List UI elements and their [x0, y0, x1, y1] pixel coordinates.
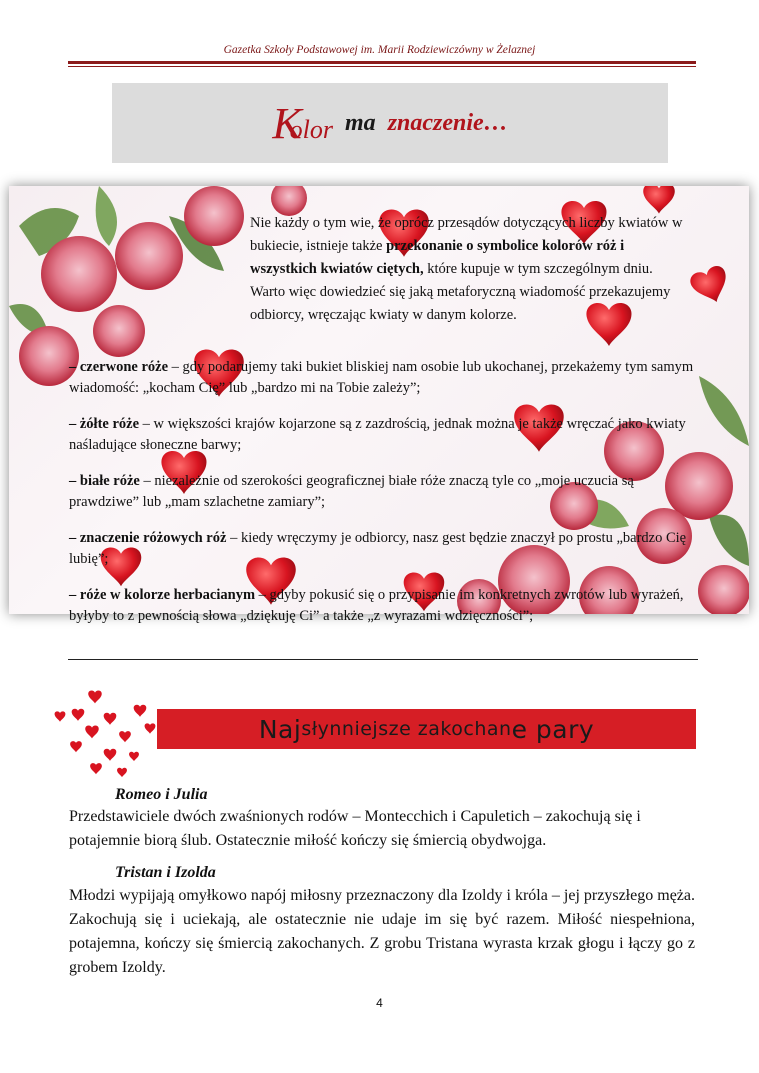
meaning-white [69, 471, 695, 513]
title-word-kolor: olor [289, 114, 334, 144]
story-body: Młodzi wypijają omyłkowo napój miłosny przeznaczony dla Izoldy i króla – jej przyszłego męża. Zakochują się i uciekają, ale ostatecznie nie udaje im się być razem. Miłość niespełniona, potajemna, kończy się śmiercią zakochanych. Z grobu Tristana wyrasta krzak głogu i łączy go z grobem Izoldy. [69, 887, 695, 976]
title-word-ma: ma [345, 109, 376, 136]
meaning-yellow [69, 414, 695, 456]
meaning-term: – żółte róże [69, 416, 140, 432]
meaning-tea [69, 585, 695, 627]
meaning-term: – róże w kolorze herbacianym [69, 587, 256, 603]
heading-part: słyn [301, 718, 342, 740]
heading-part: e [511, 714, 536, 744]
title-initial: K [272, 98, 302, 148]
heading-part: chan [463, 718, 512, 740]
hearts-cluster-icon [50, 675, 170, 785]
intro-emphasis: przekonanie o symbolice kolorów róż i wszystkich kwiatów ciętych, [250, 238, 625, 277]
meaning-text: – gdy podarujemy taki bukiet bliskiej nam osobie lub ukochanej, przekażemy tym samym wiadomość: „kocham Cię” lub „bardzo mi na Tobie zależy”; [69, 359, 694, 396]
header-rule-thin [68, 66, 696, 67]
page-title [112, 83, 668, 163]
title-word-znaczenie: znaczenie… [387, 109, 508, 136]
meaning-term: – znaczenie różowych róż [69, 530, 227, 546]
heading-part: pary [535, 714, 595, 744]
meaning-term: – czerwone róże [69, 359, 169, 375]
newsletter-header: Gazetka Szkoły Podstawowej im. Marii Rodziewiczówny w Żelaznej [223, 44, 536, 56]
story-title: Tristan i Izolda [115, 864, 216, 881]
meaning-red [69, 357, 695, 399]
heading-part: Naj [258, 714, 302, 744]
meaning-term: – białe róże [69, 473, 140, 489]
story-body: Przedstawiciele dwóch zwaśnionych rodów – Montecchich i Capuletich – zakochują się i potajemnie biorą ślub. Ostatecznie miłość kończy się śmiercią obydwojga. [69, 808, 641, 849]
intro-paragraph [250, 212, 690, 327]
page-number: 4 [376, 996, 383, 1010]
meaning-text: – niezależnie od szerokości geograficznej białe róże znaczą tyle co „moje uczucia są prawdziwe” lub „mam szlachetne zamiary”; [69, 473, 634, 510]
meaning-text: – gdyby pokusić się o przypisanie im konkretnych zwrotów lub wyrażeń, byłyby to z pewnością słowa „dziękuję Ci” a także „z wyrazami wdzięczności”; [69, 587, 684, 624]
meaning-text: – kiedy wręczymy je odbiorcy, nasz gest będzie znaczył po prostu „bardzo Cię lubię”; [69, 530, 687, 567]
story-title: Romeo i Julia [115, 786, 208, 803]
intro-text-2: które kupuje w tym szczególnym dniu. Warto więc dowiedzieć się jaką metaforyczną wiadomość przekazujemy odbiorcy, wręczając kwiaty w danym kolorze. [250, 261, 671, 323]
meaning-text: – w większości krajów kojarzone są z zazdrością, jednak można je także wręczać jako kwiaty naśladujące słoneczne barwy; [69, 416, 686, 453]
section-heading [157, 709, 696, 749]
meaning-pink [69, 528, 695, 570]
intro-text-1: Nie każdy o tym wie, że oprócz przesądów dotyczących liczby kwiatów w bukiecie, istnieje także [250, 215, 683, 254]
section-divider [68, 659, 698, 660]
header-rule-thick [68, 61, 696, 64]
heading-part: niejsze zako [341, 718, 464, 740]
